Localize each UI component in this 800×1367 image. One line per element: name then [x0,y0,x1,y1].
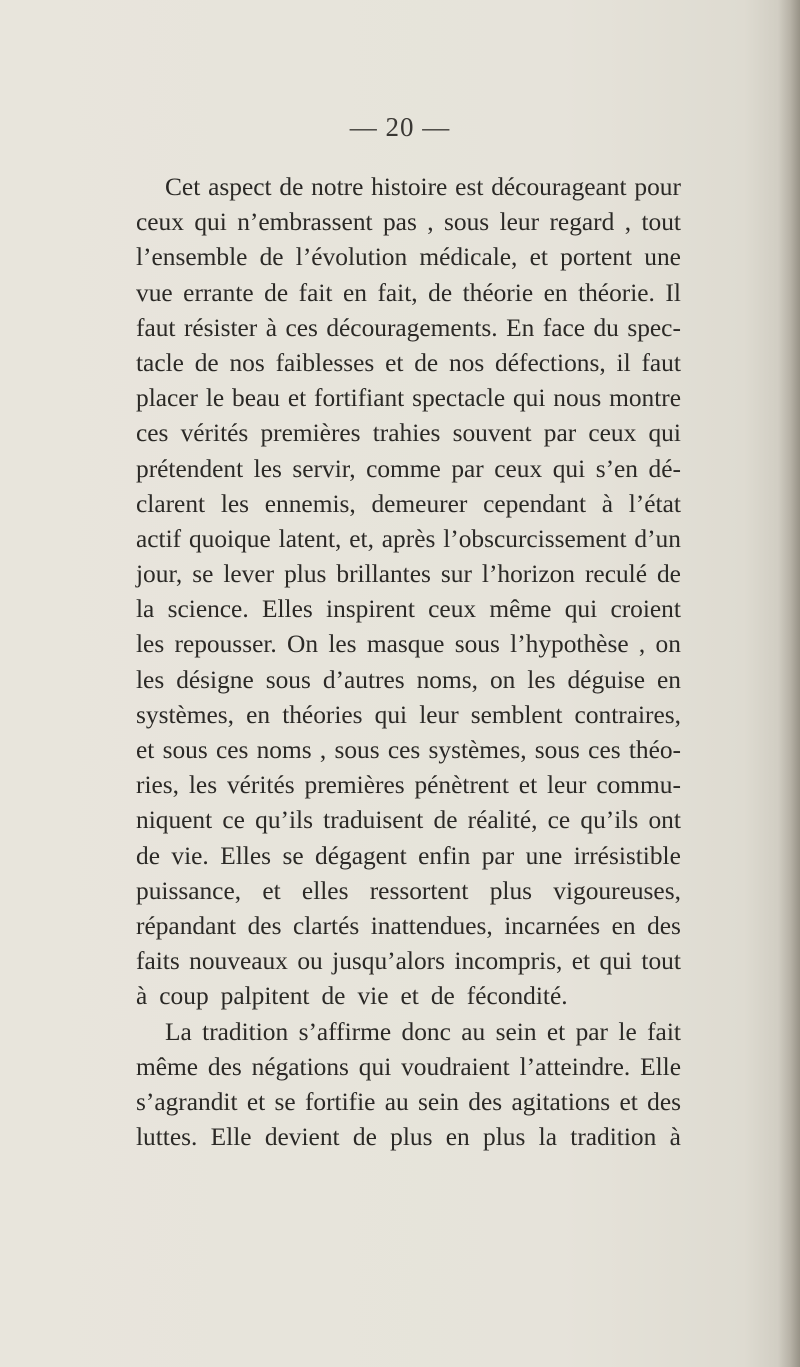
word: ou [297,947,323,976]
word: le [205,384,225,413]
word: , [319,736,327,764]
word: en [246,700,271,729]
word: par [481,841,515,870]
word: sur [440,560,472,589]
word: elles [301,876,349,905]
word: du [593,313,619,342]
word: pour [634,173,681,201]
word: fortifie [304,1087,376,1116]
word: ries, [136,771,180,800]
word: ont [648,806,681,835]
word: portent [560,243,633,272]
word: face [542,313,586,342]
word: vie [357,982,389,1011]
word: trahies [372,419,441,448]
word: incompris, [454,947,563,976]
word: semblent [470,700,563,729]
word: luttes. [136,1123,198,1152]
word: s’agrandit [136,1087,238,1116]
word: fait, [377,278,418,307]
word: à [265,313,277,342]
word: commu- [596,771,681,800]
word: incarnées [504,911,601,940]
word: vigoureuses, [553,876,681,905]
word: sein [418,1087,459,1116]
word: notre [311,173,364,201]
word: les [188,771,218,800]
word: se [282,841,304,870]
word: qui [564,595,598,624]
word: et [518,771,538,800]
body-text [136,170,681,1155]
word: nos [229,348,265,377]
word: de [656,560,681,589]
word: cependant [483,489,586,518]
word: quoique [188,524,271,553]
word: vérités [180,419,249,448]
word: aspect [208,173,272,201]
word: dégagent [315,841,407,870]
word: masque [366,630,445,659]
text-line [136,698,681,733]
word: d’un [634,524,681,553]
word: ce [222,806,245,835]
word: faits [136,947,180,976]
word: défections, [495,348,606,377]
word: la [136,595,155,624]
word: sous [534,736,580,764]
word: il [616,348,631,377]
text-line [136,627,681,662]
text-line [136,909,681,944]
word: inattendues, [370,911,493,940]
word: jusqu’alors [332,947,445,976]
word: une [525,841,563,870]
text-line [136,1050,681,1085]
word: de [433,806,458,835]
word: et [246,1087,266,1116]
word: à [669,1123,681,1152]
word: par [543,419,577,448]
word: répandant [136,911,237,940]
word: est [455,173,484,201]
word: n’embrassent [237,208,373,237]
word: décourageant [491,173,627,201]
word: placer [136,384,199,413]
word: on [489,665,516,694]
word: et [571,947,591,976]
word: l’ensemble [136,243,248,272]
word: se [192,560,214,589]
word: fait [647,1017,681,1046]
word: voudraient [401,1052,510,1081]
word: le [618,1017,637,1046]
word: en [657,665,681,694]
text-line [136,557,681,592]
word: lever [223,560,275,589]
word: de [321,982,346,1011]
word: faut [641,348,681,377]
word: les [136,630,165,659]
word: théorie. [578,278,655,307]
word: les [253,454,282,483]
word: au [384,1087,409,1116]
word: négations [251,1052,349,1081]
text-line [136,803,681,838]
word: systèmes, [428,736,527,764]
word: de [264,278,289,307]
word: au [461,1017,486,1046]
word: beau [232,384,280,413]
word: tacle [136,348,184,377]
word: souvent [452,419,532,448]
word: coup [159,982,209,1011]
word: s’affirme [298,1017,392,1046]
word: théo- [628,736,681,764]
word: se [274,1087,296,1116]
word: et [546,1017,566,1046]
text-line [136,663,681,698]
word: de [279,173,304,201]
word: découragements. [326,313,498,342]
text-line [136,768,681,803]
word: sous [162,736,208,764]
word: plus [284,560,327,589]
word: s’en [595,454,638,483]
text-line [136,979,681,1014]
word: , [638,630,646,659]
word: en [611,911,636,940]
word: fécondité. [466,982,568,1011]
word: une [644,243,681,272]
word: , [427,208,434,237]
word: l’état [628,489,681,518]
word: Elles [261,595,313,624]
word: et [400,982,419,1011]
word: et [136,736,155,764]
word: ces [136,419,169,448]
word: brillantes [336,560,431,589]
word: errante [183,278,254,307]
word: médicale, [419,243,518,272]
word: ces [215,736,249,764]
text-line [136,205,681,240]
word: de [259,243,284,272]
word: ces [387,736,421,764]
word: leur [546,771,587,800]
word: latent, [278,524,342,553]
word: qui [599,947,632,976]
word: contraires, [574,700,681,729]
word: montre [609,384,681,413]
word: tout [641,947,681,976]
word: d’autres [322,665,405,694]
word: en [342,278,367,307]
word: ces [588,736,621,764]
word: de [136,841,160,870]
word: vérités [226,771,295,800]
word: plus [489,876,533,905]
word: fortifiant [313,384,405,413]
word: faut [136,313,176,342]
word: tradition [202,1017,289,1046]
word: ces [285,313,318,342]
text-line [136,1120,681,1155]
word: les [328,630,357,659]
word: demeurer [371,489,468,518]
word: ennemis, [264,489,356,518]
word: tradition [570,1123,657,1152]
page-edge-shadow [778,0,800,1367]
word: spec- [627,313,681,342]
word: leur [499,208,540,237]
word: en [543,278,568,307]
word: les [136,665,165,694]
word: ceux [136,208,184,237]
word: La [165,1017,192,1046]
word: des [207,1052,242,1081]
word: résister [183,313,258,342]
text-line [136,522,681,557]
word: sein [495,1017,537,1046]
word: des [468,1087,503,1116]
word: par [451,454,484,483]
text-line [136,381,681,416]
word: même [136,1052,199,1081]
word: vue [136,278,173,307]
text-line [136,452,681,487]
text-line [136,416,681,451]
word: noms [256,736,312,764]
word: inspirent [326,595,415,624]
text-line [136,346,681,381]
text-line [136,487,681,522]
word: qui [374,700,408,729]
word: ceux [588,419,637,448]
word: leur [419,700,459,729]
word: plus [483,1123,526,1152]
word: Elles [220,841,271,870]
text-line [136,1085,681,1120]
word: l’obscurcissement [443,524,627,553]
word: de [194,348,219,377]
word: agitations [511,1087,611,1116]
word: histoire [371,173,448,201]
word: qu’ils [255,806,313,835]
word: fait [298,278,333,307]
word: dé- [648,454,681,483]
word: faiblesses [275,348,375,377]
word: pas [382,208,417,237]
word: premières [304,771,405,800]
word: qui [194,208,227,237]
word: prétendent [136,454,244,483]
word: en [445,1123,470,1152]
word: de [428,278,453,307]
word: la [538,1123,557,1152]
text-line [136,240,681,275]
word: nouveaux [189,947,288,976]
word: réalité, [467,806,538,835]
word: Il [665,278,681,307]
word: qu’ils [580,806,639,835]
text-line [136,592,681,627]
word: les [220,489,250,518]
word: servir, [292,454,356,483]
word: des [247,911,282,940]
word: désigne [176,665,254,694]
word: noms, [416,665,478,694]
word: l’évolution [295,243,408,272]
word: On [287,630,319,659]
word: qui [512,384,546,413]
text-line [136,276,681,311]
text-line [136,944,681,979]
word: premières [260,419,361,448]
word: actif [136,524,182,553]
word: comme [366,454,441,483]
word: systèmes, [136,700,235,729]
word: nous [553,384,602,413]
word: même [489,595,552,624]
word: Cet [165,173,201,201]
word: clartés [292,911,360,940]
page-number: — 20 — [349,112,451,142]
word: théorie [462,278,534,307]
text-line [136,311,681,346]
word: repousser. [174,630,277,659]
text-line [136,170,681,205]
word: théories [282,700,363,729]
word: et [529,243,548,272]
word: science. [167,595,249,624]
word: on [655,630,681,659]
word: et [619,1087,638,1116]
word: après [381,524,436,553]
word: et [385,348,404,377]
text-line [136,1015,681,1050]
word: sous [454,630,500,659]
word: de [430,982,455,1011]
word: par [575,1017,609,1046]
word: clarent [136,489,206,518]
word: de [352,1123,377,1152]
word: et [262,876,281,905]
word: qui [552,454,586,483]
word: sous [265,665,311,694]
text-line [136,839,681,874]
word: devient [264,1123,340,1152]
word: puissance, [136,876,242,905]
word: des [647,1087,681,1116]
word: palpitent [220,982,310,1011]
word: à [601,489,614,518]
word: reculé [584,560,647,589]
word: qui [648,419,681,448]
word: sous [444,208,490,237]
word: ceux [494,454,543,483]
word: ceux [428,595,477,624]
word: traduisent [323,806,424,835]
word: irrésistible [573,841,681,870]
word: ressortent [369,876,469,905]
word: Elle [640,1052,681,1081]
word: regard [549,208,615,237]
word: croient [610,595,681,624]
word: plus [390,1123,433,1152]
word: qui [358,1052,392,1081]
word: et, [349,524,374,553]
word: ce [547,806,571,835]
word: jour, [136,560,183,589]
word: enfin [418,841,471,870]
word: , [624,208,632,237]
word: l’horizon [481,560,575,589]
text-line [136,733,681,768]
word: donc [401,1017,451,1046]
word: les [527,665,556,694]
word: Elle [210,1123,252,1152]
word: l’atteindre. [519,1052,631,1081]
word: l’hypothèse [510,630,629,659]
word: sous [334,736,380,764]
word: et [287,384,307,413]
text-line [136,874,681,909]
word: déguise [567,665,646,694]
word: à [136,982,148,1011]
word: tout [641,208,681,237]
word: niquent [136,806,213,835]
word: de [414,348,439,377]
word: vie. [171,841,209,870]
word: spectacle [412,384,506,413]
word: des [647,911,681,940]
word: nos [448,348,485,377]
word: En [506,313,535,342]
word: pénètrent [414,771,509,800]
